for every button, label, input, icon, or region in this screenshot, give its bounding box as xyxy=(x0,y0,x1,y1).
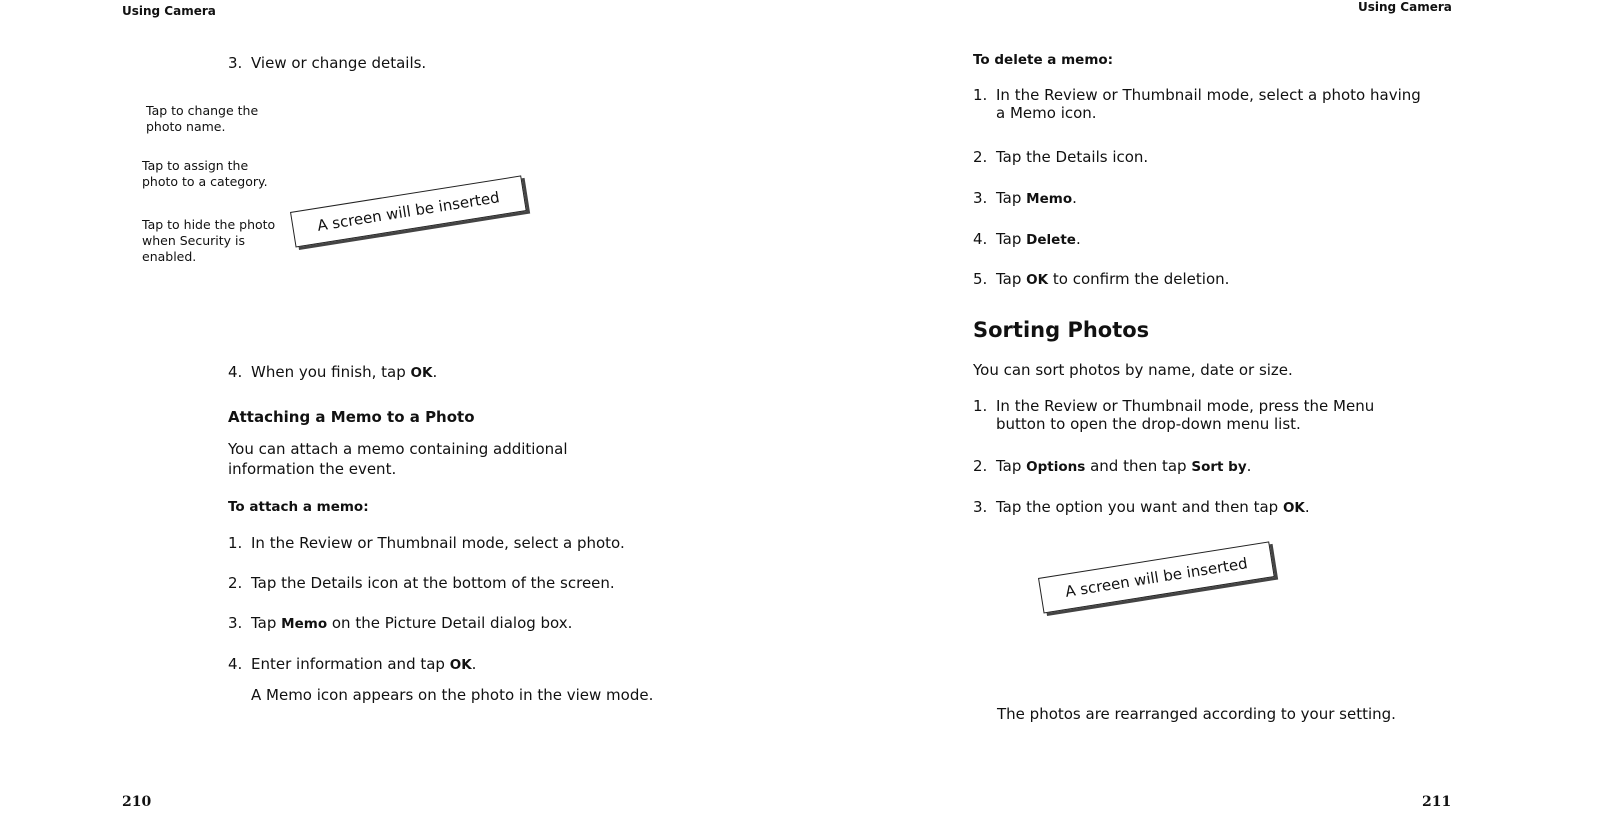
step-text-pre: Enter information and tap xyxy=(251,655,450,673)
delete-step-4 xyxy=(973,230,1081,248)
section-title-sorting: Sorting Photos xyxy=(973,318,1150,342)
step-text-line-2: a Memo icon. xyxy=(996,104,1097,122)
step-text-bold: Options xyxy=(1026,459,1086,475)
step-4-finish xyxy=(228,363,437,381)
step-number: 2. xyxy=(973,148,988,166)
step-text-bold: Delete xyxy=(1026,232,1076,248)
step-text-pre: Tap xyxy=(996,230,1027,248)
section-body-line-2: information the event. xyxy=(228,460,397,478)
step-text: Tap the Details icon. xyxy=(996,148,1149,166)
step-text-bold: Memo xyxy=(1026,191,1073,207)
step-text-bold: Memo xyxy=(281,616,328,632)
step-3-view-details xyxy=(228,54,426,72)
step-text-bold: OK xyxy=(1026,272,1049,288)
step-number: 4. xyxy=(228,655,243,673)
step-text-post: . xyxy=(1075,230,1081,248)
step-number: 1. xyxy=(228,534,243,552)
step-text-line-1: In the Review or Thumbnail mode, press the Menu xyxy=(996,397,1375,415)
step-text-post: to confirm the deletion. xyxy=(1048,270,1230,288)
step-text-bold: OK xyxy=(449,657,472,673)
step-text-pre: Tap xyxy=(996,270,1027,288)
step-number: 2. xyxy=(228,574,243,592)
section-title-attach-memo: Attaching a Memo to a Photo xyxy=(228,408,475,426)
step-text-pre: Tap xyxy=(251,614,282,632)
section-body-line-1: You can attach a memo containing additional xyxy=(228,440,568,458)
screen-placeholder-right xyxy=(1038,541,1275,613)
sort-step-3 xyxy=(973,498,1310,516)
step-text-post: . xyxy=(1304,498,1310,516)
delete-step-1 xyxy=(973,86,1421,122)
step-text-pre: Tap xyxy=(996,189,1027,207)
step-text: In the Review or Thumbnail mode, select a photo. xyxy=(251,534,625,552)
attach-step-2 xyxy=(228,574,615,592)
step-text-post: . xyxy=(471,655,477,673)
delete-step-2 xyxy=(973,148,1148,166)
delete-step-3 xyxy=(973,189,1077,207)
step-text-bold: OK xyxy=(410,365,433,381)
step-text-pre: Tap xyxy=(996,457,1027,475)
sort-closing: The photos are rearranged according to your setting. xyxy=(997,705,1396,723)
step-number: 1. xyxy=(973,86,988,104)
page-number-right: 211 xyxy=(1422,794,1452,810)
step-number: 4. xyxy=(973,230,988,248)
subheading-attach-memo: To attach a memo: xyxy=(228,499,369,515)
step-text-post: . xyxy=(432,363,438,381)
step-number: 3. xyxy=(973,189,988,207)
step-text-bold: OK xyxy=(1282,500,1305,516)
callout-photo-name: Tap to change the photo name. xyxy=(146,103,259,134)
callout-category: Tap to assign the photo to a category. xyxy=(142,158,268,189)
running-header-right: Using Camera xyxy=(1358,0,1452,14)
step-text-mid: and then tap xyxy=(1085,457,1192,475)
running-header-left: Using Camera xyxy=(122,4,216,18)
step-text-pre: Tap the option you want and then tap xyxy=(996,498,1283,516)
page-number-left: 210 xyxy=(122,794,152,810)
step-text: View or change details. xyxy=(251,54,427,72)
step-text-post: . xyxy=(1246,457,1252,475)
attach-step-3 xyxy=(228,614,572,632)
attach-note: A Memo icon appears on the photo in the view mode. xyxy=(251,686,654,704)
step-number: 4. xyxy=(228,363,243,381)
step-text-bold-2: Sort by xyxy=(1191,459,1247,475)
step-text-line-2: button to open the drop-down menu list. xyxy=(996,415,1301,433)
subheading-delete-memo: To delete a memo: xyxy=(973,52,1114,68)
screen-placeholder-left xyxy=(290,175,527,247)
step-number: 2. xyxy=(973,457,988,475)
step-text: Tap the Details icon at the bottom of the screen. xyxy=(251,574,615,592)
step-number: 3. xyxy=(228,614,243,632)
step-number: 1. xyxy=(973,397,988,415)
placeholder-label: A screen will be inserted xyxy=(290,175,527,247)
sort-intro: You can sort photos by name, date or size. xyxy=(973,361,1293,379)
step-text-post: on the Picture Detail dialog box. xyxy=(327,614,573,632)
placeholder-label: A screen will be inserted xyxy=(1038,541,1275,613)
step-number: 3. xyxy=(973,498,988,516)
step-text-pre: When you finish, tap xyxy=(251,363,411,381)
callout-security: Tap to hide the photo when Security is enabled. xyxy=(142,217,276,264)
attach-step-1 xyxy=(228,534,625,552)
step-number: 3. xyxy=(228,54,243,72)
step-text-line-1: In the Review or Thumbnail mode, select a photo having xyxy=(996,86,1421,104)
step-number: 5. xyxy=(973,270,988,288)
sort-step-2 xyxy=(973,457,1251,475)
sort-step-1 xyxy=(973,397,1374,433)
attach-step-4 xyxy=(228,655,476,673)
delete-step-5 xyxy=(973,270,1229,288)
step-text-post: . xyxy=(1072,189,1077,207)
